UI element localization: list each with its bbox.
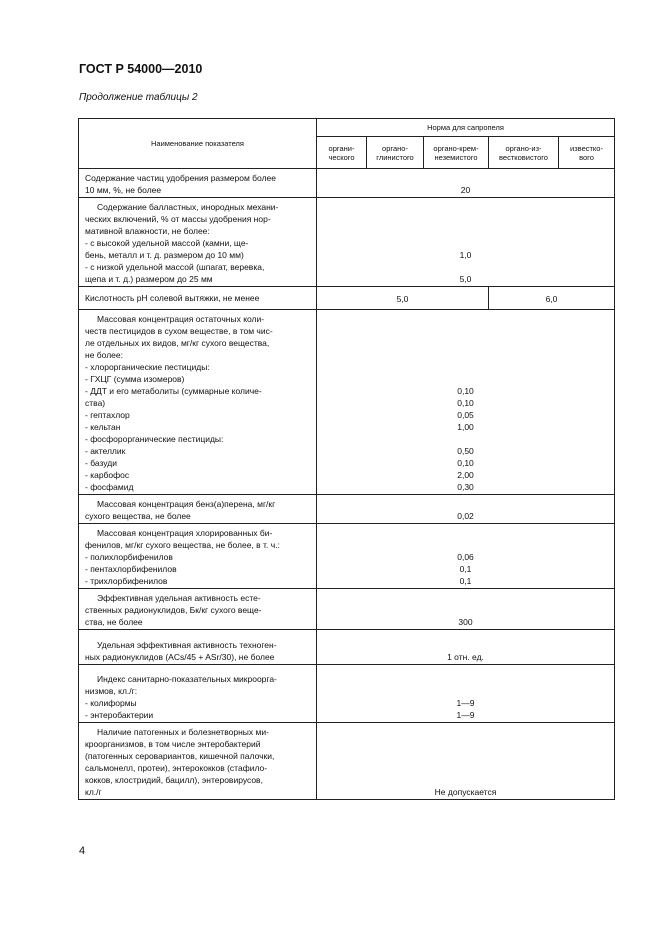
row-label: Индекс санитарно-показательных микроорга- низмов, кл./г: - колиформы - энтеробактерии [79,665,317,723]
row-label: Наличие патогенных и болезнетворных ми- кроорганизмов, в том числе энтеробактерий (патогенных серовариантов, кишечной палочки, сальмонелл, протеи), энтерококков (стафило- кокков, клостридий, бацилл), энтеровирусов, кл./г [79,723,317,800]
row-label: Содержание балластных, инородных механи- ческих включений, % от массы удобрения нор- мативной влажности, не более: - с высокой удельной массой (камни, ще- бень, металл и т. д. размером до 10 мм) - с низкой удельной массой (шпагат, веревка, щепа и т. д.) размером до 25 мм [79,198,317,287]
header-col-lime: известко- вого [559,137,615,169]
row-value-a: 5,0 [317,287,489,310]
table-row [79,287,615,310]
table-row [79,198,615,287]
row-label: Кислотность рН солевой вытяжки, не менее [79,287,317,310]
table-row [79,630,615,665]
row-value: 1—9 1—9 [317,665,615,723]
row-label: Массовая концентрация хлорированных би- фенилов, мг/кг сухого вещества, не более, в т. ч.: - полихлорбифенилов - пентахлорбифенилов - трихлорбифенилов [79,524,317,589]
row-label: Содержание частиц удобрения размером более 10 мм, %, не более [79,169,317,198]
header-col-organic: органи- ческого [317,137,367,169]
table-continuation-caption: Продолжение таблицы 2 [79,92,198,103]
table-row [79,495,615,524]
table-row [79,723,615,800]
table-row [79,665,615,723]
row-value-b: 6,0 [489,287,615,310]
row-value: 1,0 5,0 [317,198,615,287]
row-value: Не допускается [317,723,615,800]
header-col-organo-silica: органо-крем- неземистого [424,137,489,169]
table-row [79,169,615,198]
row-value: 1 отн. ед. [317,630,615,665]
row-value: 0,10 0,10 0,05 1,00 0,50 0,10 2,00 0,30 [317,310,615,495]
table-row [79,310,615,495]
row-value: 20 [317,169,615,198]
table-row [79,589,615,630]
header-col-organo-lime: органо-из- вестковистого [489,137,559,169]
row-label: Удельная эффективная активность техноген- ных радионуклидов (ACs/45 + ASr/30), не более [79,630,317,665]
table-row [79,524,615,589]
norms-table [78,118,615,800]
header-col-organo-clay: органо- глинистого [367,137,424,169]
page-number: 4 [79,845,86,857]
row-label: Массовая концентрация остаточных коли- честв пестицидов в сухом веществе, в том чис- ле отдельных их видов, мг/кг сухого вещества, не более: - хлорорганические пестициды: - ГХЦГ (сумма изомеров) - ДДТ и его метаболиты (суммарные количе- ства) - гептахлор - кельтан - фосфорорганические пестициды: - актеллик - базуди - карбофос - фосфамид [79,310,317,495]
row-value: 0,06 0,1 0,1 [317,524,615,589]
row-value: 300 [317,589,615,630]
document-header: ГОСТ Р 54000—2010 [79,62,203,76]
row-label: Эффективная удельная активность есте- ственных радионуклидов, Бк/кг сухого веще- ства, не более [79,589,317,630]
row-label: Массовая концентрация бенз(а)перена, мг/кг сухого вещества, не более [79,495,317,524]
header-indicator-name: Наименование показателя [79,119,317,169]
row-value: 0,02 [317,495,615,524]
header-norm: Норма для сапропеля [317,119,615,137]
